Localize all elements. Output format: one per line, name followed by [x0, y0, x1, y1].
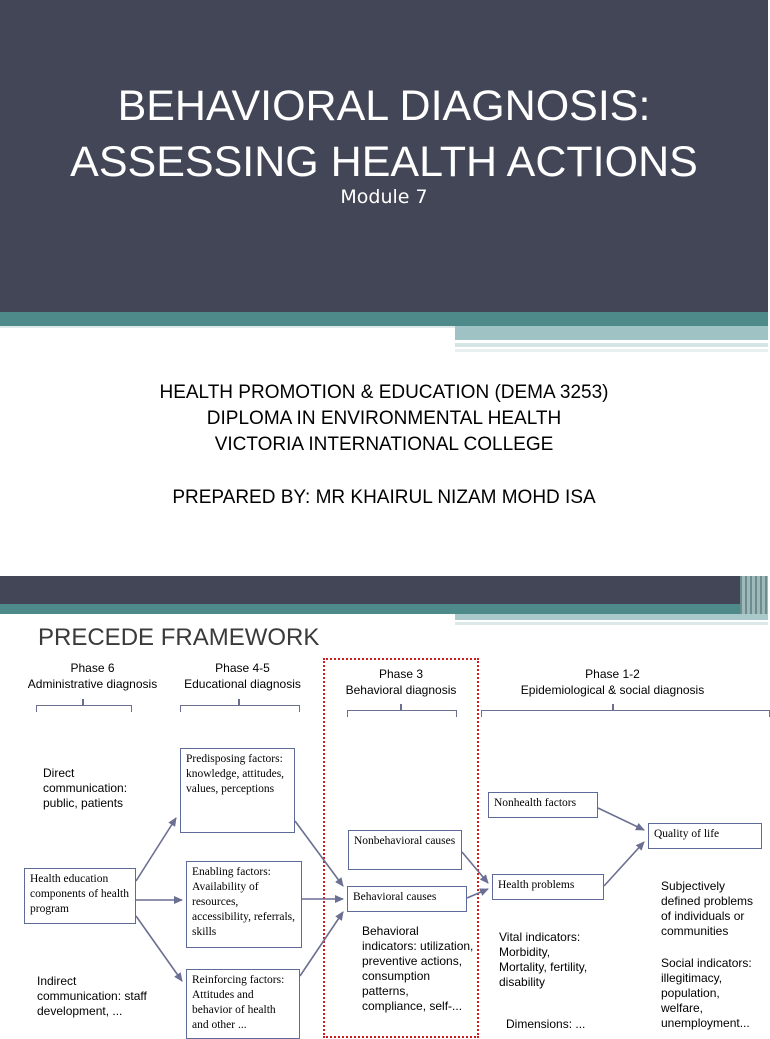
arrow-nonbehavioral-to-health — [462, 852, 488, 883]
stripe-right-b — [455, 343, 768, 347]
slide-title-text — [0, 78, 768, 190]
subjective-problems-text: Subjectively defined problems of individuals or communities — [661, 879, 754, 938]
slide2-title: PRECEDE FRAMEWORK — [38, 624, 320, 651]
phase-3-name: Behavioral diagnosis — [345, 683, 457, 697]
direct-communication-text: Direct communication: public, patients — [43, 766, 128, 810]
phase-1-2-number: Phase 1-2 — [585, 667, 640, 681]
stripe-right-c — [455, 349, 768, 352]
health-problems-box: Health problems — [492, 874, 604, 900]
phase-3-number: Phase 3 — [378, 667, 424, 681]
phase-6-number: Phase 6 — [70, 661, 115, 675]
slide-subtitle: Module 7 — [340, 186, 428, 208]
phase-4-5-name: Educational diagnosis — [184, 677, 301, 691]
nonhealth-factors-box: Nonhealth factors — [488, 792, 598, 818]
arrow-nonhealth-to-qol — [598, 808, 644, 830]
diagram-arrows — [0, 576, 768, 1024]
program-line: DIPLOMA IN ENVIRONMENTAL HEALTH — [206, 408, 562, 429]
arrow-health-to-qol — [604, 842, 644, 886]
title-line-2: ASSESSING HEALTH ACTIONS — [70, 138, 698, 186]
quality-of-life-box: Quality of life — [648, 823, 762, 849]
phase-1-2-name: Epidemiological & social diagnosis — [520, 683, 705, 697]
social-indicators-text: Social indicators: illegitimacy, population, welfare, unemployment... — [661, 956, 752, 1030]
arrow-healthed-to-reinforcing — [136, 916, 182, 981]
title-header-band — [0, 0, 768, 312]
phase-4-5-number: Phase 4-5 — [215, 661, 270, 675]
arrow-reinforcing-to-behavioral — [300, 912, 343, 976]
stripe-right-a — [455, 326, 768, 340]
health-education-box: Health education components of health program — [24, 868, 136, 924]
arrow-behavioral-to-health — [467, 889, 488, 898]
enabling-factors-box: Enabling factors: Availability of resources, accessibility, referrals, skills — [186, 861, 302, 948]
nonbehavioral-causes-box: Nonbehavioral causes — [348, 830, 462, 870]
course-line: HEALTH PROMOTION & EDUCATION (DEMA 3253) — [159, 382, 609, 403]
arrow-predisposing-to-behavioral — [295, 821, 343, 886]
prepared-by-line: PREPARED BY: MR KHAIRUL NIZAM MOHD ISA — [172, 487, 596, 508]
college-line: VICTORIA INTERNATIONAL COLLEGE — [214, 434, 554, 455]
stripe-teal — [0, 312, 768, 326]
behavioral-indicators-text: Behavioral indicators: utilization, preventive actions, consumption patterns, compliance, self-... — [362, 924, 474, 1013]
indirect-communication-text: Indirect communication: staff development, ... — [37, 974, 147, 1018]
behavioral-causes-box: Behavioral causes — [347, 886, 467, 912]
title-line-1: BEHAVIORAL DIAGNOSIS: — [117, 82, 651, 130]
predisposing-factors-box: Predisposing factors: knowledge, attitudes, values, perceptions — [180, 748, 295, 833]
dimensions-text: Dimensions: ... — [506, 1017, 586, 1031]
phase-6-name: Administrative diagnosis — [27, 677, 158, 691]
arrow-healthed-to-predisposing — [136, 818, 176, 881]
reinforcing-factors-box: Reinforcing factors: Attitudes and behavior of health and other ... — [186, 969, 300, 1039]
slide-precede-framework — [0, 576, 768, 1031]
vital-indicators-text: Vital indicators: Morbidity, Mortality, fertility, disability — [499, 930, 588, 989]
